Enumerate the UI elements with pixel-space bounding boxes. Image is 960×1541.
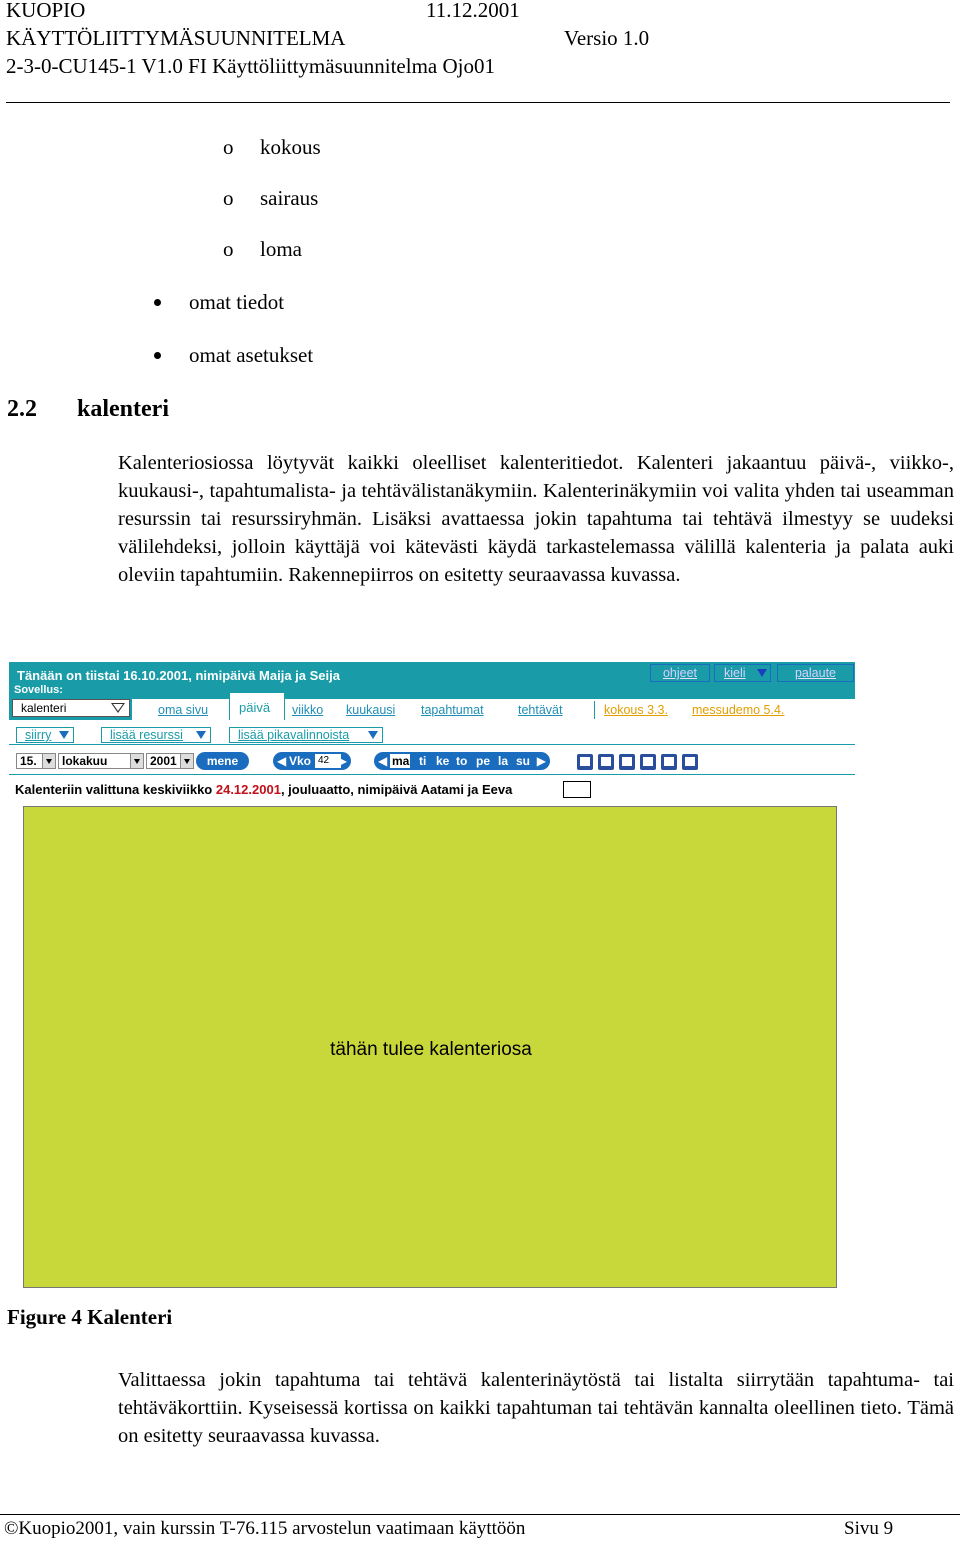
dropdown-triangle-icon [111, 703, 125, 713]
body-paragraph [118, 1366, 954, 1450]
help-button[interactable]: ohjeet [650, 664, 710, 682]
weekday-sat[interactable]: la [498, 754, 509, 768]
week-select[interactable]: 42 [315, 754, 341, 768]
event-tab[interactable]: kokous 3.3. [604, 703, 668, 717]
chevron-down-icon [757, 669, 767, 677]
paragraph-text: Kalenteriosiossa löytyvät kaikki oleelliset kalenteritiedot. Kalenteri jakaantuu päivä-, viikko-, kuukausi-, tapahtumalista- ja tehtävälistanäkymiin. Kalenterinäkymiin voi valita yhden tai useamman resurssin tai resurssiryhmän. Lisäksi avattaessa jokin tapahtuma tai tehtävä ilmestyy se uudeksi välilehdeksi, jolloin käyttäjä voi kätevästi käydä tarkastelemassa välillä kalenteria ja palata auki oleviin tapahtumiin. Rakennepiirros on esitetty seuraavassa kuvassa. [118, 452, 954, 586]
section-number: 2.2 [7, 396, 37, 422]
add-resource-button[interactable]: lisää resurssi [101, 727, 211, 743]
list-item: loma [260, 237, 302, 261]
bullet-dot [154, 299, 161, 306]
today-text: Tänään on tiistai 16.10.2001, nimipäivä Maija ja Seija [17, 668, 340, 683]
body-paragraph [118, 449, 954, 589]
dropdown-arrow-icon [180, 754, 193, 768]
add-shortcut-button[interactable]: lisää pikavalinnoista [229, 727, 383, 743]
tab-tehtavat[interactable]: tehtävät [518, 703, 563, 717]
weekday-sun[interactable]: su [516, 754, 531, 768]
week-navigator[interactable] [273, 752, 351, 770]
weekday-mon[interactable]: ma [392, 754, 410, 768]
feedback-button[interactable]: palaute [777, 664, 854, 682]
circle-bullet: o [223, 186, 234, 210]
list-item: sairaus [260, 186, 319, 210]
next-day-icon[interactable]: ▶ [536, 754, 546, 768]
move-button[interactable]: siirry [16, 727, 74, 743]
list-item: kokous [260, 135, 321, 159]
dropdown-arrow-icon [42, 754, 55, 768]
section-title: kalenteri [77, 396, 169, 422]
chevron-down-icon [196, 731, 206, 739]
list-item: omat asetukset [189, 343, 314, 367]
calendar-placeholder-area [23, 806, 837, 1288]
selected-date: 24.12.2001 [215, 782, 281, 797]
prev-week-icon[interactable]: ◀ [277, 754, 287, 768]
footer-rule [0, 1514, 960, 1515]
year-select[interactable]: 2001 [146, 753, 194, 769]
weekday-thu[interactable]: to [456, 754, 468, 768]
list-item: omat tiedot [189, 290, 285, 314]
footer-page-number: Sivu 9 [844, 1518, 894, 1539]
chevron-down-icon [368, 731, 378, 739]
weekday-tue[interactable]: ti [419, 754, 427, 768]
tab-oma-sivu[interactable]: oma sivu [158, 703, 209, 717]
month-select[interactable]: lokakuu [58, 753, 144, 769]
vehicle-icon[interactable] [682, 754, 698, 770]
weekday-wed[interactable]: ke [436, 754, 450, 768]
tab-viikko[interactable]: viikko [292, 703, 324, 717]
edit-document-icon[interactable] [640, 754, 656, 770]
header-date: 11.12.2001 [426, 0, 520, 22]
weekday-navigator[interactable] [374, 752, 550, 770]
bullet-dot [154, 352, 161, 359]
prev-day-icon[interactable]: ◀ [378, 754, 388, 768]
header-doc-title: KÄYTTÖLIITTYMÄSUUNNITELMA [6, 26, 346, 50]
next-week-icon[interactable]: ▶ [337, 754, 347, 768]
header-rule [6, 102, 950, 103]
event-tab[interactable]: messudemo 5.4. [692, 703, 785, 717]
selected-date-line: Kalenteriin valittuna keskiviikko 24.12.2001, jouluaatto, nimipäivä Aatami ja Eeva [15, 782, 513, 797]
copy-icon[interactable] [661, 754, 677, 770]
app-select[interactable] [12, 699, 130, 717]
tab-paiva[interactable]: päivä [229, 692, 285, 720]
weekday-fri[interactable]: pe [476, 754, 491, 768]
tab-kuukausi[interactable]: kuukausi [346, 703, 396, 717]
header-version: Versio 1.0 [564, 26, 650, 50]
sovellus-label: Sovellus: [14, 684, 63, 696]
app-select-value: kalenteri [21, 701, 67, 715]
language-button[interactable]: kieli [714, 664, 771, 682]
placeholder-text: tähän tulee kalenteriosa [330, 1039, 532, 1060]
date-input-box[interactable] [563, 781, 591, 798]
go-button[interactable]: mene [196, 752, 249, 770]
day-select[interactable]: 15. [16, 753, 56, 769]
circle-bullet: o [223, 237, 234, 261]
paragraph-text: Valittaessa jokin tapahtuma tai tehtävä kalenterinäytöstä tai listalta siirrytään tapahtuma- tai tehtäväkorttiin. Kyseisessä kortissa on kaikki tapahtuman tai tehtävän kannalta oleellinen tieto. Tämä on esitetty seuraavassa kuvassa. [118, 1369, 954, 1447]
circle-bullet: o [223, 135, 234, 159]
week-label: Vko [289, 754, 312, 768]
chevron-down-icon [59, 731, 69, 739]
new-document-icon[interactable] [619, 754, 635, 770]
header-org: KUOPIO [6, 0, 86, 22]
footer-copyright: ©Kuopio2001, vain kurssin T-76.115 arvostelun vaatimaan käyttöön [4, 1518, 526, 1539]
dropdown-arrow-icon [130, 754, 143, 768]
tab-tapahtumat[interactable]: tapahtumat [421, 703, 484, 717]
tab-divider [594, 701, 595, 719]
print-icon[interactable] [577, 754, 593, 770]
header-doc-id: 2-3-0-CU145-1 V1.0 FI Käyttöliittymäsuunnitelma Ojo01 [6, 54, 495, 78]
group-icon[interactable] [598, 754, 614, 770]
figure-caption: Figure 4 Kalenteri [7, 1305, 173, 1329]
